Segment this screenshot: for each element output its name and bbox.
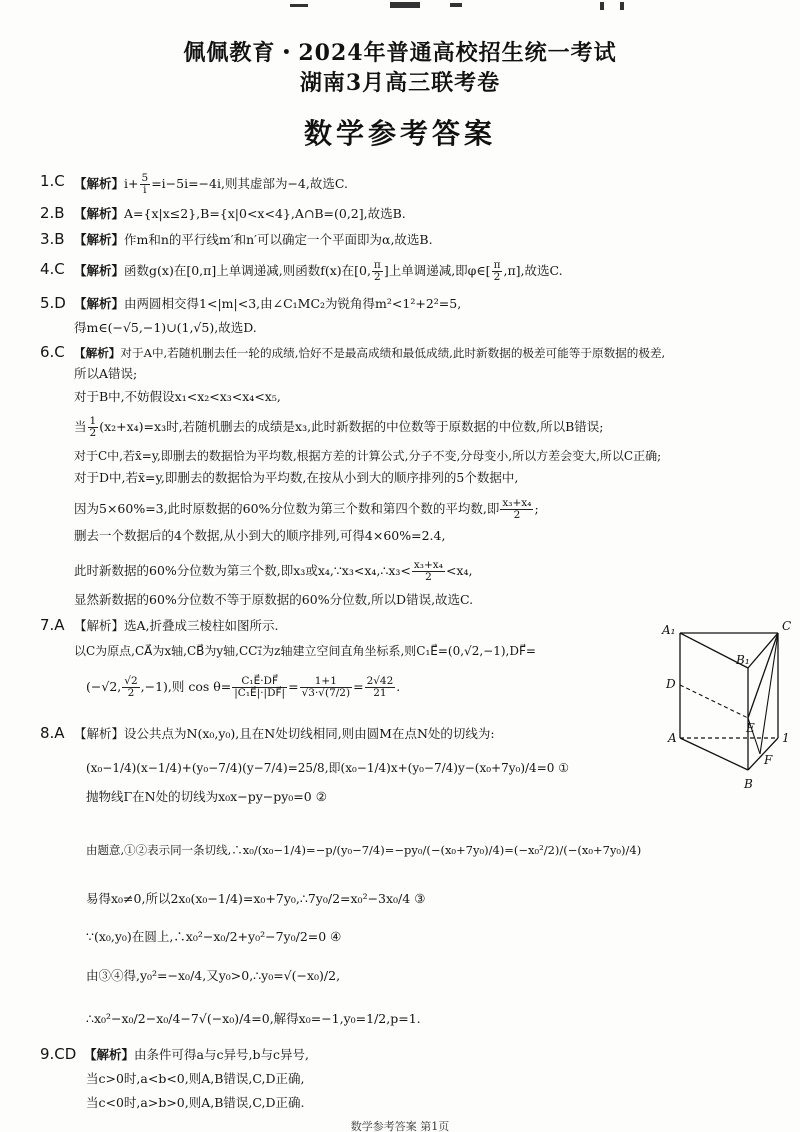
q6-line9 bbox=[74, 560, 472, 583]
q8-line7: 由③④得,y₀²=−x₀/4,又y₀>0,∴y₀=√(−x₀)/2, bbox=[86, 968, 341, 983]
q4-fraction-2: $\frac{\pi}{2}$ bbox=[493, 259, 501, 283]
q8-line2: (x₀−1/4)(x−1/4)+(y₀−7/4)(y−7/4)=25/8,即(x₀−1/4)x+(y₀−7/4)y−(x₀+7y₀)/4=0 ① bbox=[86, 761, 569, 775]
scan-top-marks bbox=[280, 0, 640, 14]
q9-tag: 【解析】 bbox=[84, 1047, 135, 1062]
q6-line4 bbox=[74, 416, 603, 439]
prism-figure bbox=[660, 620, 800, 795]
q7-line3-b: ,−1),则 cos θ= bbox=[140, 679, 232, 694]
q7-solution: 【解析】选A,折叠成三棱柱如图所示. bbox=[74, 618, 279, 633]
label-B1: B₁ bbox=[736, 653, 750, 667]
q5-text: 由两圆相交得1<|m|<3,由∠C₁MC₂为锐角得m²<1²+2²=5, bbox=[124, 296, 462, 311]
q6-line9-a: 此时新数据的60%分位数为第三个数,即x₃或x₄,∵x₃<x₄,∴x₃< bbox=[74, 563, 411, 578]
q6-line7-fraction: $\frac{\text{x₃+x₄}}{2}$ bbox=[502, 497, 532, 521]
label-C: C bbox=[782, 620, 792, 633]
q5-tag: 【解析】 bbox=[74, 296, 125, 311]
q7-line3-a: (−√2, bbox=[86, 679, 122, 694]
q4-solution bbox=[74, 260, 563, 283]
q7-fraction-1: $\frac{√2}{2}$ bbox=[124, 675, 138, 699]
page-footer: 数学参考答案 第1页 bbox=[350, 1120, 450, 1132]
q6-line2: 所以A错误; bbox=[74, 366, 138, 381]
q6-line10: 显然新数据的60%分位数不等于原数据的60%分位数,所以D错误,故选C. bbox=[74, 592, 474, 607]
label-E: E bbox=[746, 721, 755, 735]
q6-line7 bbox=[74, 498, 539, 521]
q6-line4-fraction: $\frac{1}{2}$ bbox=[89, 415, 97, 439]
exam-title: 佩佩教育・2024年普通高校招生统一考试 bbox=[183, 40, 617, 66]
q6-solution bbox=[74, 345, 665, 361]
label-D: D bbox=[666, 677, 676, 691]
q8-number: 8.A bbox=[40, 724, 65, 742]
label-F: F bbox=[764, 753, 773, 767]
q2-number: 2.B bbox=[40, 204, 65, 222]
q1-text-a: i+ bbox=[124, 176, 139, 191]
q9-solution bbox=[84, 1047, 309, 1063]
q3-number: 3.B bbox=[40, 230, 65, 248]
q8-line6: ∵(x₀,y₀)在圆上,∴x₀²−x₀/2+y₀²−7y₀/2=0 ④ bbox=[86, 929, 342, 944]
q1-number: 1.C bbox=[40, 172, 65, 190]
q6-line7-b: ; bbox=[534, 501, 539, 516]
label-1: 1 bbox=[782, 731, 790, 745]
q6-line4-a: 当 bbox=[74, 419, 87, 434]
q5-solution bbox=[74, 296, 461, 312]
q6-text: 对于A中,若随机删去任一轮的成绩,恰好不是最高成绩和最低成绩,此时新数据的极差可能等于原数据的极差, bbox=[120, 346, 666, 360]
q7-line3-d: = bbox=[353, 679, 364, 694]
label-A1: A₁ bbox=[662, 623, 676, 637]
q6-line9-b: <x₄, bbox=[445, 563, 473, 578]
q2-text: A={x|x≤2},B={x|0<x<4},A∩B=(0,2],故选B. bbox=[124, 206, 406, 221]
q8-line3: 抛物线Γ在N处的切线为x₀x−py−py₀=0 ② bbox=[86, 789, 327, 804]
q7-fraction-3: $\frac{1+1}{√3\cdot√(7/2)}$ bbox=[301, 675, 351, 699]
q6-line8: 删去一个数据后的4个数据,从小到大的顺序排列,可得4×60%=2.4, bbox=[74, 528, 446, 543]
q7-line3 bbox=[86, 676, 400, 699]
q4-text-b: ]上单调递减,即φ∈[ bbox=[383, 263, 491, 278]
q9-number: 9.CD bbox=[40, 1045, 77, 1063]
page-title: 数学参考答案 bbox=[303, 117, 496, 150]
q6-line3: 对于B中,不妨假设x₁<x₂<x₃<x₄<x₅, bbox=[74, 389, 281, 404]
q6-line7-a: 因为5×60%=3,此时原数据的60%分位数为第三个数和第四个数的平均数,即 bbox=[74, 501, 500, 516]
q7-fraction-4: $\frac{2√42}{21}$ bbox=[366, 675, 394, 699]
q4-text-c: ,π],故选C. bbox=[503, 263, 563, 278]
q5-number: 5.D bbox=[40, 294, 66, 312]
q4-number: 4.C bbox=[40, 260, 65, 278]
q6-line5: 对于C中,若x̄=y,即删去的数据恰为平均数,根据方差的计算公式,分子不变,分母变小,所以方差会变大,所以C正确; bbox=[74, 449, 662, 463]
q8-line4: 由题意,①②表示同一条切线,∴x₀/(x₀−1/4)=−p/(y₀−7/4)=−py₀/(−(x₀+7y₀)/4)=(−x₀²/2)/(−(x₀+7y₀)/4) bbox=[86, 843, 642, 857]
q4-tag: 【解析】 bbox=[74, 263, 125, 278]
q7-line2: 以C为原点,CA⃗为x轴,CB⃗为y轴,CC₁⃗为z轴建立空间直角坐标系,则C₁E⃗=(0,√2,−1),DF⃗= bbox=[74, 644, 536, 658]
q7-line3-c: = bbox=[288, 679, 299, 694]
exam-subtitle: 湖南3月高三联考卷 bbox=[299, 70, 501, 96]
q8-solution: 【解析】设公共点为N(x₀,y₀),且在N处切线相同,则由圆M在点N处的切线为: bbox=[74, 726, 495, 741]
q9-line2: 当c>0时,a<b<0,则A,B错误,C,D正确, bbox=[86, 1071, 305, 1086]
q4-text-a: 函数g(x)在[0,π]上单调递减,则函数f(x)在[0, bbox=[124, 263, 371, 278]
q7-number: 7.A bbox=[40, 616, 65, 634]
q2-solution bbox=[74, 206, 406, 222]
q1-solution bbox=[74, 173, 348, 196]
q7-fraction-2: $\frac{\text{C₁E⃗·DF⃗}}{\text{|C₁E⃗|·|DF⃗|}}$ bbox=[234, 675, 286, 699]
q6-line6: 对于D中,若x̄=y,即删去的数据恰为平均数,在按从小到大的顺序排列的5个数据中, bbox=[74, 470, 519, 485]
q1-fraction: $\frac{5}{i}$ bbox=[141, 172, 149, 196]
q3-text: 作m和n的平行线m′和n′可以确定一个平面即为α,故选B. bbox=[124, 232, 433, 247]
q6-line9-fraction: $\frac{\text{x₃+x₄}}{2}$ bbox=[413, 559, 443, 583]
q4-fraction-1: $\frac{\pi}{2}$ bbox=[373, 259, 381, 283]
q2-tag: 【解析】 bbox=[74, 206, 125, 221]
q1-text-b: =i−5i=−4i,则其虚部为−4,故选C. bbox=[151, 176, 348, 191]
q9-text: 由条件可得a与c异号,b与c异号, bbox=[134, 1047, 309, 1062]
q6-tag: 【解析】 bbox=[74, 346, 121, 360]
q7-line3-e: . bbox=[396, 679, 401, 694]
q8-line5: 易得x₀≠0,所以2x₀(x₀−1/4)=x₀+7y₀,∴7y₀/2=x₀²−3x₀/4 ③ bbox=[86, 891, 426, 906]
label-A: A bbox=[668, 731, 677, 745]
q9-line3: 当c<0时,a>b>0,则A,B错误,C,D正确. bbox=[86, 1095, 305, 1110]
q8-line8: ∴x₀²−x₀/2−x₀/4−7√(−x₀)/4=0,解得x₀=−1,y₀=1/2,p=1. bbox=[86, 1011, 421, 1026]
label-B: B bbox=[744, 777, 753, 791]
q6-number: 6.C bbox=[40, 343, 65, 361]
q6-line4-b: (x₂+x₄)=x₃时,若随机删去的成绩是x₃,此时新数据的中位数等于原数据的中位数,所以B错误; bbox=[99, 419, 604, 434]
q3-tag: 【解析】 bbox=[74, 232, 125, 247]
q1-tag: 【解析】 bbox=[74, 176, 125, 191]
q5-solution-line2: 得m∈(−√5,−1)∪(1,√5),故选D. bbox=[74, 320, 257, 335]
q3-solution bbox=[74, 232, 433, 248]
